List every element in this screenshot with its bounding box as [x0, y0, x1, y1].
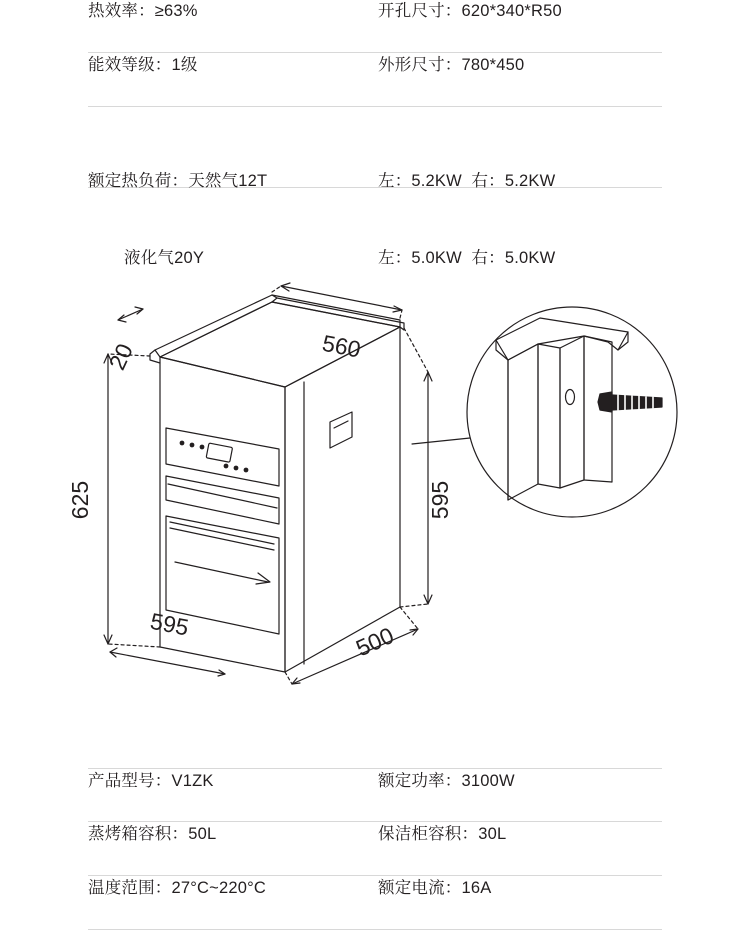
spec-cell-energy-grade: 能效等级：1级	[88, 56, 198, 74]
dim-label-595-front: 595	[148, 607, 191, 641]
table-row	[88, 53, 662, 107]
spec-cell-sterilizer-capacity: 保洁柜容积：30L	[378, 825, 507, 843]
rated-heat-load-line1: 额定热负荷：天然气12T	[88, 171, 268, 190]
spec-cell-model: 产品型号：V1ZK	[88, 772, 214, 790]
table-row	[88, 822, 662, 876]
dim-label-595-side: 595	[427, 480, 453, 520]
spec-cell-rated-current: 额定电流：16A	[378, 879, 492, 897]
spec-cell-outer-size: 外形尺寸：780*450	[378, 56, 525, 74]
table-row	[88, 768, 662, 822]
burner-power-line1: 左：5.2KW 右：5.2KW	[378, 171, 556, 190]
bottom-spec-table	[88, 768, 662, 930]
table-row	[88, 0, 662, 53]
spec-cell-rated-power: 额定功率：3100W	[378, 772, 515, 790]
dim-label-20: 20	[103, 339, 138, 374]
spec-cell-steam-oven-capacity: 蒸烤箱容积：50L	[88, 825, 217, 843]
dim-label-560: 560	[320, 329, 363, 363]
spec-cell-temperature-range: 温度范围：27°C~220°C	[88, 879, 267, 897]
spec-cell-thermal-efficiency: 热效率：≥63%	[88, 2, 198, 20]
rated-heat-load-line2: 液化气20Y	[124, 249, 205, 268]
table-row	[88, 107, 662, 268]
dim-label-625: 625	[67, 480, 93, 520]
product-dimension-drawing	[0, 232, 750, 732]
dim-label-500: 500	[351, 622, 398, 662]
spec-cell-cutout-size: 开孔尺寸：620*340*R50	[378, 2, 562, 20]
top-spec-table	[88, 0, 662, 268]
burner-power-line2: 左：5.0KW 右：5.0KW	[378, 249, 556, 268]
table-row	[88, 876, 662, 930]
